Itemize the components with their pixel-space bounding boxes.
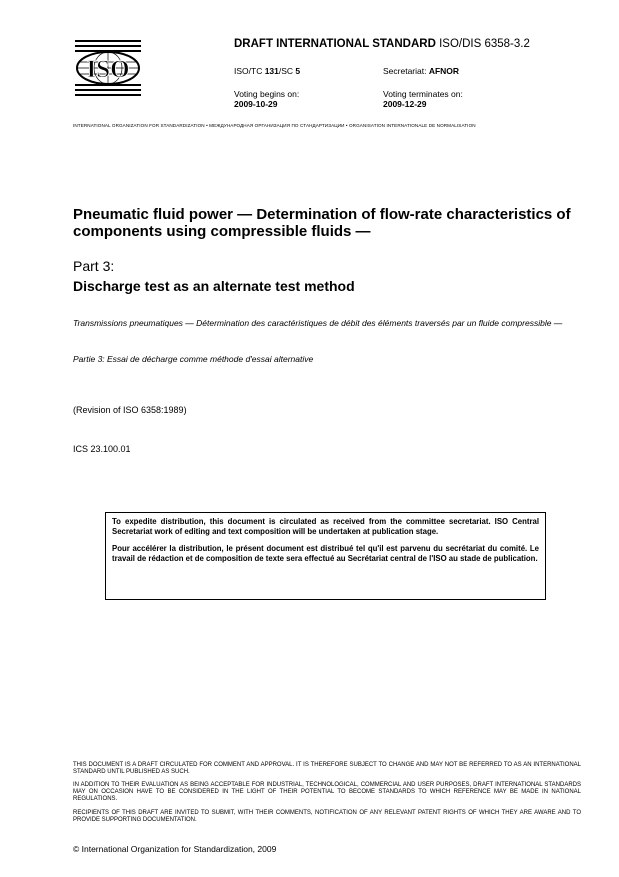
secretariat: Secretariat: AFNOR — [383, 66, 460, 76]
notice-french: Pour accélérer la distribution, le présent document est distribué tel qu'il est parvenu du secrétariat du comité. Le travail de rédaction et de composition de texte sera effectué au Secrétariat central de l'ISO au stade de publication. — [112, 544, 539, 563]
document-header-title — [234, 38, 530, 50]
copyright: © International Organization for Standardization, 2009 — [73, 844, 277, 854]
logo-text: ISO — [86, 56, 130, 83]
committee: ISO/TC 131/SC 5 — [234, 66, 301, 76]
organization-names: INTERNATIONAL ORGANIZATION FOR STANDARDIZATION • МЕЖДУНАРОДНАЯ ОРГАНИЗАЦИЯ ПО СТАНДАРТИЗАЦИИ • ORGANISATION INTERNATIONALE DE NORMALISATION — [73, 123, 476, 128]
footer-patent-note: RECIPIENTS OF THIS DRAFT ARE INVITED TO SUBMIT, WITH THEIR COMMENTS, NOTIFICATION OF ANY RELEVANT PATENT RIGHTS OF WHICH THEY ARE AWARE AND TO PROVIDE SUPPORTING DOCUMENTATION. — [73, 810, 581, 823]
french-part-title: Partie 3: Essai de décharge comme méthode d'essai alternative — [73, 354, 314, 364]
voting-begins-label: Voting begins on: — [234, 89, 300, 99]
footer-evaluation-note: IN ADDITION TO THEIR EVALUATION AS BEING ACCEPTABLE FOR INDUSTRIAL, TECHNOLOGICAL, COMMERCIAL AND USER PURPOSES, DRAFT INTERNATIONAL STANDARDS MAY ON OCCASION HAVE TO BE CONSIDERED IN THE LIGHT OF THEIR POTENTIAL TO BECOME STANDARDS TO WHICH REFERENCE MAY BE MADE IN NATIONAL REGULATIONS. — [73, 782, 581, 802]
document-title: Pneumatic fluid power — Determination of flow-rate characteristics of components using compressible fluids — — [73, 206, 571, 240]
draft-standard-label: DRAFT INTERNATIONAL STANDARD — [234, 38, 436, 50]
voting-ends — [383, 89, 463, 109]
distribution-notice — [105, 512, 546, 600]
part-title: Discharge test as an alternate test method — [73, 278, 355, 294]
voting-ends-date: 2009-12-29 — [383, 99, 427, 109]
part-number: Part 3: — [73, 258, 115, 274]
voting-ends-label: Voting terminates on: — [383, 89, 463, 99]
document-number: ISO/DIS 6358-3.2 — [439, 38, 530, 50]
footer-draft-disclaimer: THIS DOCUMENT IS A DRAFT CIRCULATED FOR COMMENT AND APPROVAL. IT IS THEREFORE SUBJECT TO CHANGE AND MAY NOT BE REFERRED TO AS AN INTERNATIONAL STANDARD UNTIL PUBLISHED AS SUCH. — [73, 762, 581, 775]
voting-begins — [234, 89, 299, 109]
revision-note: (Revision of ISO 6358:1989) — [73, 405, 187, 415]
ics-code: ICS 23.100.01 — [73, 444, 131, 454]
voting-begins-date: 2009-10-29 — [234, 99, 278, 109]
iso-logo — [75, 40, 141, 96]
notice-english: To expedite distribution, this document is circulated as received from the committee secretariat. ISO Central Secretariat work of editing and text composition will be undertaken at publication stage. — [112, 517, 539, 536]
french-title: Transmissions pneumatiques — Détermination des caractéristiques de débit des éléments traversés par un fluide compressible — — [73, 318, 563, 328]
